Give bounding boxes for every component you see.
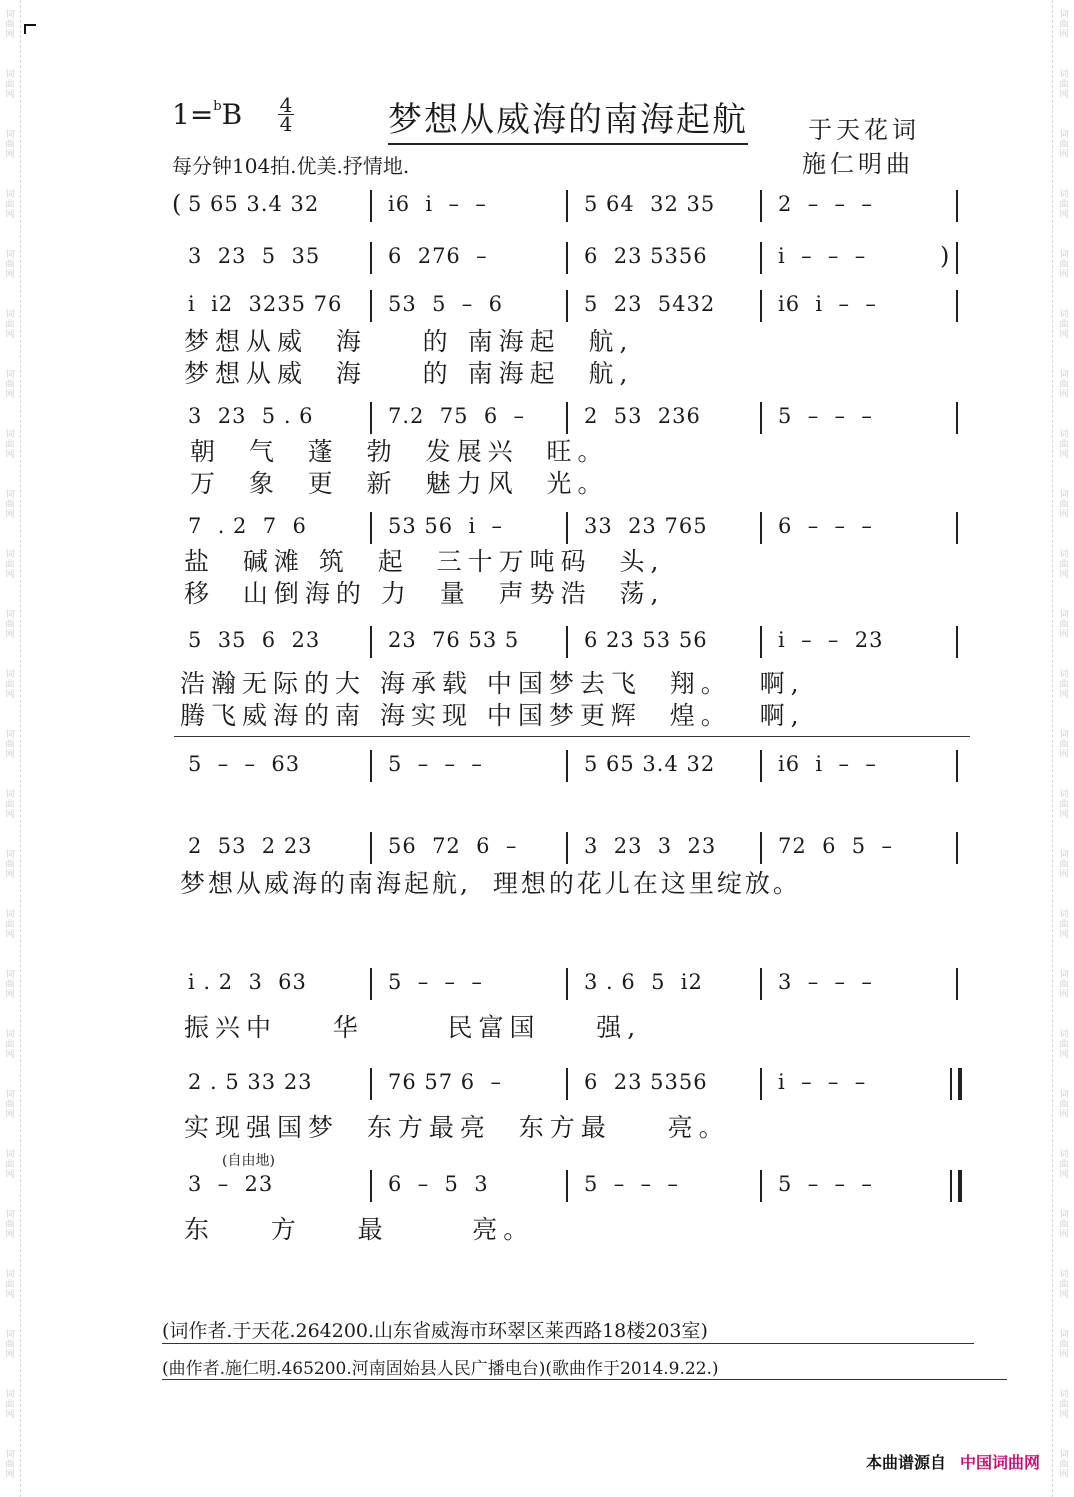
- watermark-text: 词 曲 网: [5, 550, 15, 580]
- bar-line: [760, 968, 762, 1000]
- measure: 5 65 3.4 32: [188, 192, 320, 216]
- bar-line: [760, 512, 762, 544]
- notation-line: [170, 286, 970, 326]
- bar-line: [566, 512, 568, 544]
- bar-line: [760, 1068, 762, 1100]
- watermark-text: 词 曲 网: [5, 1210, 15, 1240]
- bar-line: [370, 290, 372, 322]
- measure: 2 . 5 33 23: [188, 1070, 313, 1094]
- end-bar-line: [956, 626, 958, 658]
- watermark-text: 词 曲 网: [1059, 70, 1069, 100]
- measure: 3 . 6 5 i2: [584, 970, 703, 994]
- end-bar-line: [956, 190, 958, 222]
- bar-line: [566, 832, 568, 864]
- lyric-line: 腾飞威海的南 海实现 中国梦更辉 煌。 啊,: [180, 701, 805, 730]
- watermark-text: 词 曲 网: [1059, 1090, 1069, 1120]
- watermark-text: 词 曲 网: [1059, 850, 1069, 880]
- watermark-text: 词 曲 网: [1059, 130, 1069, 160]
- right-edge-line: [1052, 0, 1054, 1497]
- bar-line: [370, 1068, 372, 1100]
- measure: 5 – – –: [778, 404, 873, 428]
- bar-line: [370, 402, 372, 434]
- measure: 72 6 5 –: [778, 834, 893, 858]
- bar-line: [760, 402, 762, 434]
- right-watermark-column: [1057, 0, 1071, 1497]
- measure: 6 – – –: [778, 514, 873, 538]
- notation-line: [170, 1064, 970, 1104]
- measure: 5 65 3.4 32: [584, 752, 716, 776]
- song-title: 梦想从威海的南海起航: [388, 92, 748, 145]
- watermark-text: 词 曲 网: [5, 250, 15, 280]
- bar-line: [370, 242, 372, 274]
- watermark-text: 词 曲 网: [5, 610, 15, 640]
- watermark-text: 词 曲 网: [1059, 1330, 1069, 1360]
- watermark-text: 词 曲 网: [5, 1150, 15, 1180]
- measure: 3 23 5 . 6: [188, 404, 314, 428]
- measure: 3 23 5 35: [188, 244, 321, 268]
- lyric-line: 朝 气 蓬 勃 发展兴 旺。: [190, 437, 609, 466]
- watermark-text: 词 曲 网: [5, 1270, 15, 1300]
- end-bar-line: [956, 750, 958, 782]
- watermark-text: 词 曲 网: [5, 730, 15, 760]
- watermark-text: 词 曲 网: [1059, 730, 1069, 760]
- bar-line: [370, 968, 372, 1000]
- bar-line: [370, 512, 372, 544]
- bar-line: [760, 190, 762, 222]
- end-bar-line: [956, 512, 958, 544]
- watermark-text: 词 曲 网: [5, 490, 15, 520]
- watermark-text: 词 曲 网: [1059, 10, 1069, 40]
- notation-line: [170, 964, 970, 1004]
- measure: 6 23 5356: [584, 1070, 708, 1094]
- measure: 5 35 6 23: [188, 628, 321, 652]
- end-bar-line: [956, 968, 958, 1000]
- measure: 7.2 75 6 –: [388, 404, 526, 428]
- source-site-link[interactable]: 中国词曲网: [959, 1453, 1040, 1472]
- watermark-text: 词 曲 网: [5, 190, 15, 220]
- bar-line: [566, 1068, 568, 1100]
- notation-line: [170, 186, 970, 226]
- watermark-text: 词 曲 网: [1059, 430, 1069, 460]
- watermark-text: 词 曲 网: [1059, 250, 1069, 280]
- measure: 3 – – –: [778, 970, 873, 994]
- bar-line: [370, 626, 372, 658]
- watermark-text: 词 曲 网: [5, 790, 15, 820]
- measure: 5 – – –: [584, 1172, 679, 1196]
- watermark-text: 词 曲 网: [1059, 490, 1069, 520]
- tempo-marking: 每分钟104拍.优美.抒情地.: [172, 154, 410, 178]
- measure: i i2 3235 76: [188, 292, 343, 316]
- bar-line: [370, 190, 372, 222]
- source-label: 本曲谱源自: [865, 1453, 946, 1472]
- notation-line: [170, 746, 970, 786]
- left-watermark-column: [3, 0, 17, 1497]
- watermark-text: 词 曲 网: [1059, 970, 1069, 1000]
- watermark-text: 词 曲 网: [1059, 1150, 1069, 1180]
- measure: 6 23 5356: [584, 244, 708, 268]
- lyric-line: 实现强国梦 东方最亮 东方最 亮。: [184, 1113, 730, 1142]
- watermark-text: 词 曲 网: [5, 430, 15, 460]
- bar-line: [566, 242, 568, 274]
- composer-address: (曲作者.施仁明.465200.河南固始县人民广播电台)(歌曲作于2014.9.22.): [162, 1354, 1007, 1380]
- bar-line: [760, 750, 762, 782]
- end-bar-line: [950, 1170, 962, 1202]
- watermark-text: 词 曲 网: [5, 130, 15, 160]
- bar-line: [760, 626, 762, 658]
- left-edge-line: [20, 0, 22, 1497]
- bar-line: [370, 750, 372, 782]
- corner-crop-mark: [24, 24, 36, 34]
- measure: 5 – – 63: [188, 752, 301, 776]
- watermark-text: 词 曲 网: [1059, 670, 1069, 700]
- measure: 5 64 32 35: [584, 192, 716, 216]
- bar-line: [566, 750, 568, 782]
- composer-credit: 施仁明曲: [802, 150, 914, 178]
- measure: 33 23 765: [584, 514, 708, 538]
- watermark-text: 词 曲 网: [5, 70, 15, 100]
- end-bar-line: [956, 832, 958, 864]
- ad-lib-marking: (自由地): [222, 1153, 275, 1169]
- measure: 2 – – –: [778, 192, 873, 216]
- lyric-line: 东 方 最 亮。: [184, 1215, 535, 1244]
- watermark-text: 词 曲 网: [5, 1330, 15, 1360]
- bar-line: [566, 626, 568, 658]
- measure: 7 . 2 7 6: [188, 514, 307, 538]
- measure: i6 i – –: [778, 292, 877, 316]
- end-bar-line: [956, 290, 958, 322]
- section-rule: [174, 736, 970, 737]
- watermark-text: 词 曲 网: [1059, 1390, 1069, 1420]
- measure: i6 i – –: [778, 752, 877, 776]
- watermark-text: 词 曲 网: [5, 370, 15, 400]
- end-bar-line: [956, 242, 958, 274]
- watermark-text: 词 曲 网: [1059, 610, 1069, 640]
- lyric-line: 万 象 更 新 魅力风 光。: [190, 469, 609, 498]
- watermark-text: 词 曲 网: [5, 970, 15, 1000]
- measure: 6 276 –: [388, 244, 488, 268]
- measure: 5 – – –: [388, 970, 483, 994]
- watermark-text: 词 曲 网: [5, 1390, 15, 1420]
- measure: 5 23 5432: [584, 292, 716, 316]
- watermark-text: 词 曲 网: [5, 670, 15, 700]
- watermark-text: 词 曲 网: [5, 1030, 15, 1060]
- lyric-line: 移 山倒海的 力 量 声势浩 荡,: [184, 579, 665, 608]
- watermark-text: 词 曲 网: [1059, 1210, 1069, 1240]
- watermark-text: 词 曲 网: [1059, 790, 1069, 820]
- source-credit: [866, 1450, 1040, 1473]
- measure: i – – –: [778, 244, 867, 268]
- lyric-line: 梦想从威 海 的 南海起 航,: [184, 327, 634, 356]
- watermark-text: 词 曲 网: [1059, 190, 1069, 220]
- measure: 2 53 236: [584, 404, 701, 428]
- bar-line: [370, 1170, 372, 1202]
- measure: 53 5 – 6: [388, 292, 503, 316]
- measure: 2 53 2 23: [188, 834, 313, 858]
- notation-line: [170, 622, 970, 662]
- lyric-line: 梦想从威海的南海起航, 理想的花儿在这里绽放。: [180, 869, 801, 898]
- measure: i . 2 3 63: [188, 970, 307, 994]
- lyric-line: 梦想从威 海 的 南海起 航,: [184, 359, 634, 388]
- bar-line: [760, 242, 762, 274]
- measure: 3 23 3 23: [584, 834, 717, 858]
- watermark-text: 词 曲 网: [5, 10, 15, 40]
- watermark-text: 词 曲 网: [5, 1090, 15, 1120]
- measure: 53 56 i –: [388, 514, 504, 538]
- measure: 6 – 5 3: [388, 1172, 489, 1196]
- lyricist-credit: 于天花词: [808, 116, 920, 144]
- notation-line: [170, 238, 970, 278]
- key-signature: 1=$^b$B: [172, 98, 243, 131]
- watermark-text: 词 曲 网: [1059, 910, 1069, 940]
- bar-line: [566, 190, 568, 222]
- bar-line: [566, 290, 568, 322]
- bar-line: [566, 968, 568, 1000]
- notation-line: [170, 1166, 970, 1206]
- lyric-line: 盐 碱滩 筑 起 三十万吨码 头,: [184, 547, 665, 576]
- close-parenthesis: ): [940, 242, 950, 270]
- measure: 56 72 6 –: [388, 834, 518, 858]
- bar-line: [370, 832, 372, 864]
- watermark-text: 词 曲 网: [1059, 370, 1069, 400]
- notation-line: [170, 828, 970, 868]
- watermark-text: 词 曲 网: [1059, 550, 1069, 580]
- bar-line: [760, 290, 762, 322]
- end-bar-line: [956, 402, 958, 434]
- watermark-text: 词 曲 网: [1059, 1450, 1069, 1480]
- lyric-line: 浩瀚无际的大 海承载 中国梦去飞 翔。 啊,: [180, 669, 805, 698]
- watermark-text: 词 曲 网: [1059, 310, 1069, 340]
- measure: i – – –: [778, 1070, 867, 1094]
- measure: i6 i – –: [388, 192, 487, 216]
- measure: 23 76 53 5: [388, 628, 520, 652]
- watermark-text: 词 曲 网: [5, 910, 15, 940]
- bar-line: [566, 402, 568, 434]
- bar-line: [566, 1170, 568, 1202]
- watermark-text: 词 曲 网: [1059, 1030, 1069, 1060]
- watermark-text: 词 曲 网: [5, 850, 15, 880]
- bar-line: [760, 832, 762, 864]
- measure: 5 – – –: [778, 1172, 873, 1196]
- measure: 3 – 23: [188, 1172, 274, 1196]
- measure: i – – 23: [778, 628, 884, 652]
- watermark-text: 词 曲 网: [1059, 1270, 1069, 1300]
- end-bar-line: [950, 1068, 962, 1100]
- watermark-text: 词 曲 网: [5, 310, 15, 340]
- measure: 76 57 6 –: [388, 1070, 503, 1094]
- measure: 6 23 53 56: [584, 628, 708, 652]
- lyric-line: 振兴中 华 民富国 强,: [184, 1013, 642, 1042]
- lyricist-address: (词作者.于天花.264200.山东省威海市环翠区莱西路18楼203室): [162, 1316, 974, 1344]
- time-signature: 4 4: [279, 93, 293, 136]
- watermark-text: 词 曲 网: [5, 1450, 15, 1480]
- bar-line: [760, 1170, 762, 1202]
- measure: 5 – – –: [388, 752, 483, 776]
- open-parenthesis: (: [172, 190, 182, 218]
